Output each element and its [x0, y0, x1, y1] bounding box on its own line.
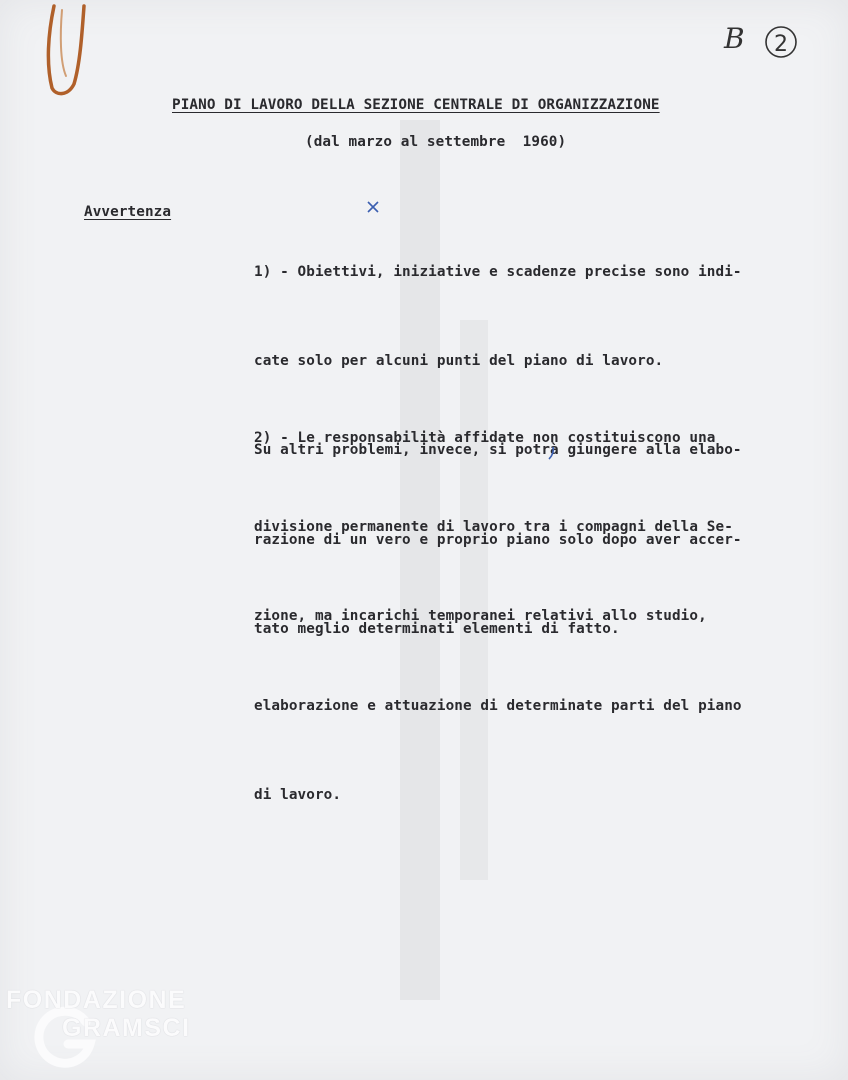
warning-label: Avvertenza — [84, 204, 172, 220]
paragraph-line: razione di un vero e proprio piano solo dopo aver accer- — [254, 531, 742, 548]
handwritten-annotation — [718, 16, 808, 64]
paragraph-line: Su altri problemi, invece, si potrà giungere alla elabo- — [254, 442, 742, 459]
paragraph-line: elaborazione e attuazione di determinate parti del piano — [254, 697, 742, 714]
blue-comma-mark — [548, 446, 556, 460]
handwritten-note: B — [724, 22, 745, 55]
paragraph-line: 1) - Obiettivi, iniziative e scadenze precise sono indi- — [254, 263, 742, 280]
paragraph-line: 2) - Le responsabilità affidate non costituiscono una — [254, 429, 716, 446]
paragraph-line: zione, ma incarichi temporanei relativi allo studio, — [254, 608, 707, 625]
paragraph-line: di lavoro. — [254, 787, 342, 804]
paper-clip-icon — [46, 4, 92, 96]
paragraph-line: divisione permanente di lavoro tra i compagni della Se- — [254, 518, 733, 535]
paragraph-line: tato meglio determinati elementi di fatto. — [254, 621, 620, 638]
paragraph-line: cate solo per alcuni punti del piano di lavoro. — [254, 352, 664, 369]
paragraph-2 — [254, 364, 742, 871]
page-number: 2 — [774, 32, 788, 57]
document-title: PIANO DI LAVORO DELLA SEZIONE CENTRALE DI ORGANIZZAZIONE — [172, 97, 660, 113]
logo-text: FONDAZIONE — [6, 986, 187, 1014]
blue-correction-mark — [366, 200, 380, 214]
fondazione-gramsci-logo — [6, 986, 212, 1070]
logo-text-line-2: GRAMSCI — [62, 1014, 191, 1042]
document-subtitle: (dal marzo al settembre 1960) — [305, 134, 567, 150]
